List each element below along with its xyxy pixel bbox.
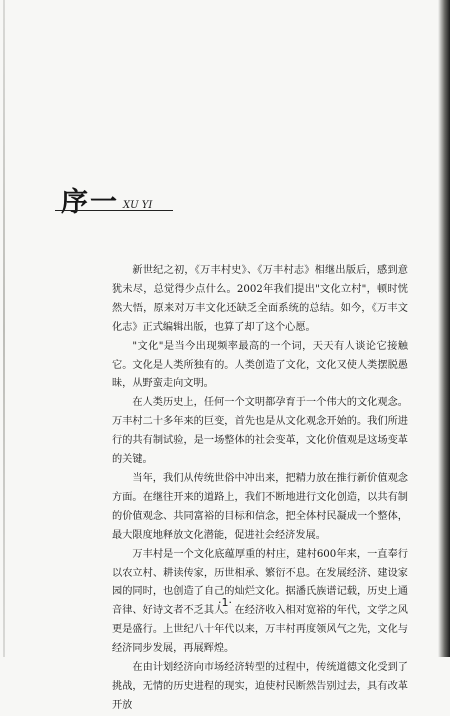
- chapter-heading: [61, 180, 152, 219]
- body-text: [112, 262, 408, 716]
- page-left-edge: [3, 0, 5, 657]
- chapter-title: 序一: [61, 187, 119, 218]
- page-binding-shadow: [438, 0, 450, 657]
- chapter-subtitle: XU YI: [123, 200, 153, 211]
- paragraph: 万丰村是一个文化底蕴厚重的村庄，建村600年来，一直奉行以农立村、耕读传家，历世相承、繁衍不息。在发展经济、建设家园的同时，也创造了自己的灿烂文化。据潘氏族谱记载，历史上通音律、好诗文者不乏其人。在经济收入相对宽裕的年代，文学之风更是盛行。上世纪八十年代以来，万丰村再度领风气之先，文化与经济同步发展，再展辉煌。: [112, 548, 408, 655]
- paragraph: "文化"是当今出现频率最高的一个词，天天有人谈论它接触它。文化是人类所独有的。人类创造了文化，文化又使人类摆脱愚昧，从野蛮走向文明。: [112, 340, 408, 390]
- paragraph: 新世纪之初，《万丰村史》、《万丰村志》相继出版后，感到意犹未尽，总觉得少点什么。2002年我们提出"文化立村"，顿时恍然大悟，原来对万丰文化还缺乏全面系统的总结。如今，《万丰文化志》正式编辑出版，也算了却了这个心愿。: [112, 265, 408, 333]
- paragraph: 在由计划经济向市场经济转型的过程中，传统道德文化受到了挑战，无情的历史进程的现实，迫使村民断然告别过去，具有改革开放: [112, 662, 408, 711]
- heading-underline: [55, 210, 173, 211]
- paragraph: 在人类历史上，任何一个文明都孕育于一个伟大的文化观念。万丰村二十多年来的巨变，首先也是从文化观念开始的。我们所进行的共有制试验，是一场整体的社会变革，文化价值观是这场变革的关键。: [112, 397, 408, 466]
- page-number: ·1·: [218, 596, 232, 609]
- paragraph: 当年，我们从传统世俗中冲出来，把精力放在推行新价值观念方面。在继往开来的道路上，我们不断地进行文化创造，以共有制的价值观念、共同富裕的目标和信念，把全体村民凝成一个整体，最大限度地释放文化潜能，促进社会经济发展。: [112, 472, 408, 541]
